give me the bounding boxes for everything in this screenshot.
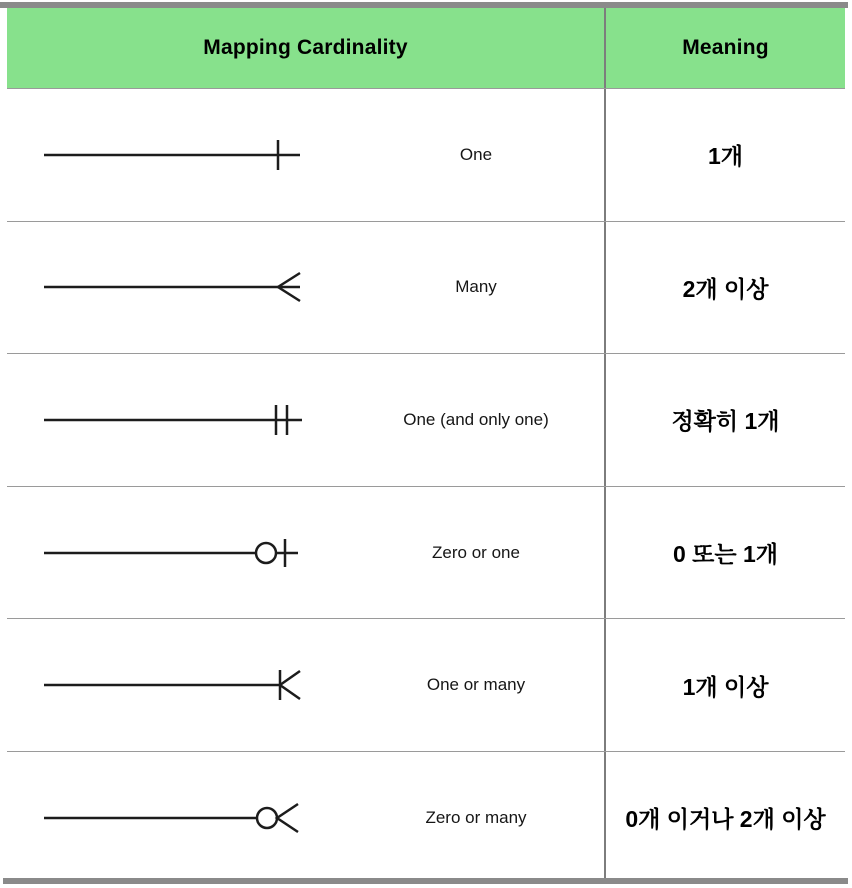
cardinality-cell <box>7 354 604 486</box>
mapping-cardinality-table <box>7 8 845 884</box>
cardinality-cell <box>7 619 604 751</box>
meaning-cell <box>604 89 845 221</box>
table-row <box>7 221 845 354</box>
table-row <box>7 618 845 751</box>
cardinality-label: One <box>459 144 493 164</box>
meaning-text: 1개 <box>707 143 743 170</box>
header-meaning: Meaning <box>604 8 845 88</box>
meaning-cell <box>604 222 845 354</box>
meaning-cell <box>604 752 845 884</box>
cardinality-cell <box>7 487 604 619</box>
cardinality-cell <box>7 752 604 884</box>
one-symbol-icon <box>42 125 312 185</box>
cardinality-label: Zero or one <box>432 542 520 562</box>
many-symbol-icon <box>42 257 312 317</box>
cardinality-label: One or many <box>426 675 526 695</box>
meaning-cell <box>604 487 845 619</box>
cardinality-label: Zero or many <box>425 807 527 827</box>
header-mapping-cardinality: Mapping Cardinality <box>203 36 408 59</box>
table-row <box>7 353 845 486</box>
table-bottom-border <box>3 878 848 884</box>
table-row <box>7 486 845 619</box>
cardinality-label: One (and only one) <box>403 409 549 429</box>
meaning-text: 정확히 1개 <box>671 408 780 435</box>
table-header-row <box>7 8 845 88</box>
meaning-text: 1개 이상 <box>682 673 769 700</box>
cardinality-label: Many <box>455 277 497 297</box>
zero-or-many-symbol-icon <box>42 788 312 848</box>
meaning-text: 0개 이거나 2개 이상 <box>625 806 826 833</box>
table-row <box>7 88 845 221</box>
meaning-text: 0 또는 1개 <box>672 541 779 568</box>
meaning-text: 2개 이상 <box>682 275 769 302</box>
cardinality-cell <box>7 89 604 221</box>
cardinality-cell <box>7 222 604 354</box>
table-row <box>7 751 845 884</box>
zero-or-one-symbol-icon <box>42 523 312 583</box>
meaning-cell <box>604 354 845 486</box>
one-or-many-symbol-icon <box>42 655 312 715</box>
meaning-cell <box>604 619 845 751</box>
one-and-only-one-symbol-icon <box>42 390 312 450</box>
